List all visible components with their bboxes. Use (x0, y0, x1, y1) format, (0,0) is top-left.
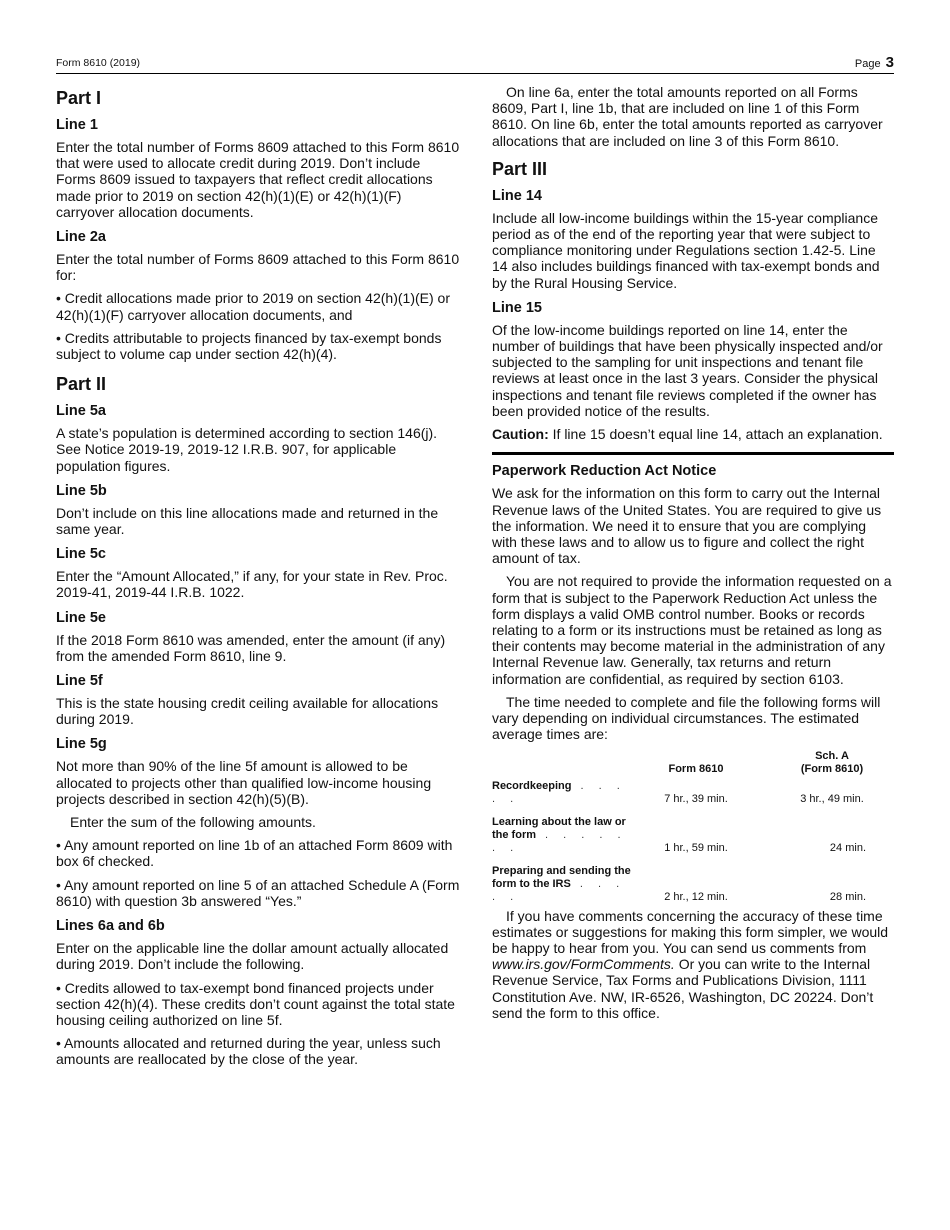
time-table-header (492, 750, 894, 780)
pra-heading: Paperwork Reduction Act Notice (492, 463, 717, 480)
part2-title: Part II (56, 374, 107, 395)
form-title: Form 8610 (2019) (56, 57, 141, 69)
part3-title: Part III (492, 158, 548, 179)
line1-heading: Line 1 (56, 117, 98, 133)
line14-heading: Line 14 (492, 187, 542, 204)
line6-continued: On line 6a, enter the total amounts reported on all Forms 8609, Part I, line 1b, that are included on line 1 of this Form 8610. On line 6b, enter the total amounts reported as carryover allocations that are included on line 3 of this Form 8610. (492, 84, 883, 149)
line5g-heading: Line 5g (56, 736, 107, 753)
col-form-8610: Form 8610 (668, 762, 724, 775)
line5e-heading: Line 5e (56, 609, 106, 626)
page-number: 3 (885, 54, 894, 71)
form-comments-link[interactable]: www.irs.gov/FormComments. (492, 956, 675, 973)
line6-heading: Lines 6a and 6b (56, 918, 165, 935)
table-row: Preparing and sending the form to the IRS . . . . . 2 hr., 12 min. 28 min. (492, 864, 866, 903)
section-divider (492, 452, 894, 455)
header-rule (56, 73, 894, 74)
pra-paragraph-4: If you have comments concerning the accuracy of these time estimates or suggestions for making this form simpler, we would be happy to hear from you. You can send us comments from www.irs.gov/FormComments. Or you can write to the Internal Revenue Service, Tax Forms and Publications Division, 1111 Constitution Ave. NW, IR-6526, Washington, DC 20224. Don’t send the form to this office. (492, 907, 889, 1021)
line5b-heading: Line 5b (56, 482, 107, 499)
caution-note (492, 426, 894, 442)
line5f-heading: Line 5f (56, 673, 103, 690)
line5f-text: This is the state housing credit ceiling available for allocations during 2019. (56, 695, 439, 728)
line5g-bullet2: • Any amount reported on line 5 of an attached Schedule A (Form 8610) with question 3b answered “Yes.” (56, 876, 460, 909)
caution-label: Caution: (492, 426, 549, 443)
page-label: Page (854, 58, 881, 70)
line14-text: Include all low-income buildings within the 15-year compliance period as of the end of the reporting year that were subject to compliance monitoring under Regulations section 1.42-5. Line 14 also includes buildings financed with tax-exempt bonds and by the Rural Housing Service. (492, 209, 880, 291)
col-sch-a: Sch. A (Form 8610) (800, 749, 864, 775)
line5g-text2: Enter the sum of the following amounts. (70, 814, 316, 831)
line6-bullet1: • Credits allowed to tax-exempt bond financed projects under section 42(h)(4). These credits don’t count against the total state housing ceiling authorized on line 5f. (56, 979, 455, 1028)
line2a-heading: Line 2a (56, 229, 106, 246)
table-row: Recordkeeping . . . . . 7 hr., 39 min. 3 hr., 49 min. (492, 779, 864, 805)
line6-bullet2: • Amounts allocated and returned during the year, unless such amounts are reallocated by the close of the year. (56, 1035, 441, 1068)
pra-paragraph-1: We ask for the information on this form to carry out the Internal Revenue laws of the United States. You are required to give us the information. We need it to ensure that you are complying with these laws and to allow us to figure and collect the right amount of tax. (492, 485, 882, 567)
left-column (56, 84, 460, 1075)
pra-paragraph-3: The time needed to complete and file the following forms will vary depending on individual circumstances. The estimated average times are: (492, 693, 881, 743)
line15-text: Of the low-income buildings reported on line 14, enter the number of buildings that have been physically inspected and/or subjected to the sampling for unit inspections and tenant file reviews at least once in the last 3 years. Consider the physical inspections and tenant file reviews completed if the owner has been provided notice of the results. (492, 321, 883, 419)
pra-paragraph-2: You are not required to provide the information requested on a form that is subject to the Paperwork Reduction Act unless the form displays a valid OMB control number. Books or records relating to a form or its instructions must be retained as long as their contents may become material in the administration of any Internal Revenue law. Generally, tax returns and return information are confidential, as required by section 6103. (492, 573, 892, 687)
line5b-text: Don’t include on this line allocations made and returned in the same year. (56, 504, 439, 538)
caution-text: If line 15 doesn’t equal line 14, attach an explanation. (548, 426, 883, 443)
line2a-bullet1: • Credit allocations made prior to 2019 on section 42(h)(1)(E) or 42(h)(1)(F) carryover allocation documents, and (56, 290, 450, 323)
time-estimates-table (492, 750, 894, 904)
table-row: Learning about the law or the form . . . . . . . 1 hr., 59 min. 24 min. (492, 815, 866, 854)
line15-heading: Line 15 (492, 299, 542, 316)
line1-text: Enter the total number of Forms 8609 attached to this Form 8610 that were used to allocate credit during 2019. Don’t include Forms 8609 issued to taxpayers that reflect credit allocations made prior to 2019 on section 42(h)(1)(E) or 42(h)(1)(F) carryover allocation documents. (56, 139, 460, 220)
line5c-text: Enter the “Amount Allocated,” if any, for your state in Rev. Proc. 2019-41, 2019-44 I.R.B. 1022. (56, 568, 448, 601)
line5a-text: A state’s population is determined according to section 146(j). See Notice 2019-19, 2019-12 I.R.B. 907, for applicable population figures. (56, 425, 438, 474)
line5a-heading: Line 5a (56, 403, 106, 420)
line5g-text: Not more than 90% of the line 5f amount is allowed to be allocated to projects other than qualified low-income housing projects described in section 42(h)(5)(B). (56, 758, 432, 807)
line5c-heading: Line 5c (56, 546, 106, 563)
right-column (492, 84, 894, 1028)
page-indicator (855, 54, 894, 71)
line5g-bullet1: • Any amount reported on line 1b of an attached Form 8609 with box 6f checked. (56, 837, 453, 870)
line6-text: Enter on the applicable line the dollar amount actually allocated during 2019. Don’t include the following. (56, 940, 449, 973)
part1-title: Part I (56, 88, 102, 108)
line2a-text: Enter the total number of Forms 8609 attached to this Form 8610 for: (56, 251, 460, 284)
line2a-bullet2: • Credits attributable to projects financed by tax-exempt bonds subject to volume cap under section 42(h)(4). (56, 329, 442, 363)
line5e-text: If the 2018 Form 8610 was amended, enter the amount (if any) from the amended Form 8610, line 9. (56, 631, 446, 664)
